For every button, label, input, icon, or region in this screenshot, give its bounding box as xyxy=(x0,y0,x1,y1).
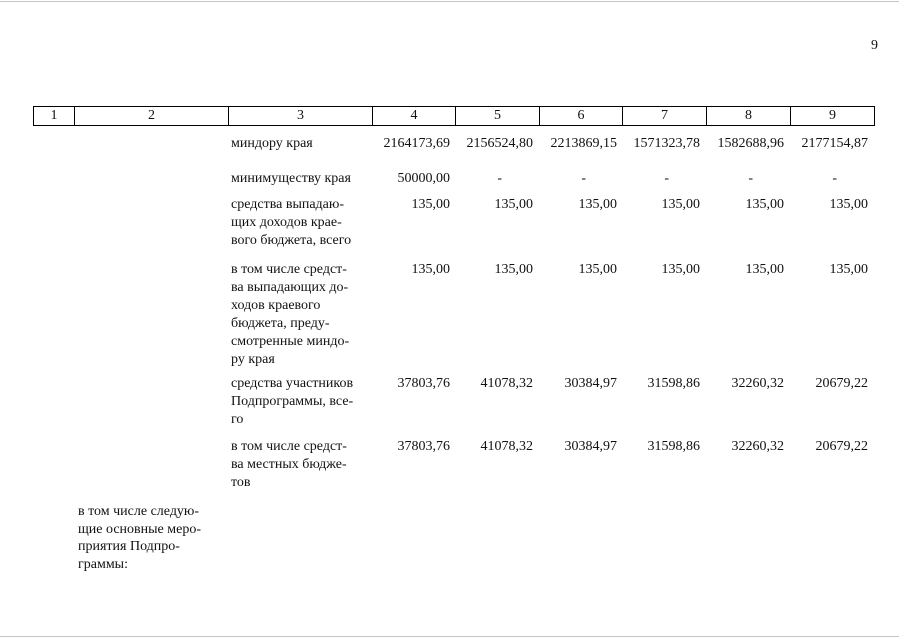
value-col7: 135,00 xyxy=(661,262,700,277)
value-col6: 2213869,15 xyxy=(550,136,617,151)
scan-edge-top xyxy=(0,1,899,2)
value-col4: 50000,00 xyxy=(397,171,450,186)
value-col7: 1571323,78 xyxy=(633,136,700,151)
description-line: средства участников xyxy=(231,376,354,391)
description-line: ва выпадающих до- xyxy=(231,280,349,295)
description-line: го xyxy=(231,412,244,427)
description-line: в том числе средст- xyxy=(231,262,347,277)
description-line: в том числе средст- xyxy=(231,439,347,454)
row-description xyxy=(231,135,365,153)
value-col9: 20679,22 xyxy=(815,376,868,391)
value-col9: 20679,22 xyxy=(815,439,868,454)
value-col4: 2164173,69 xyxy=(383,136,450,151)
value-col7: - xyxy=(664,171,669,186)
header-cell-8: 8 xyxy=(707,107,791,125)
description-line: ва местных бюдже- xyxy=(231,457,347,472)
value-col4: 37803,76 xyxy=(397,439,450,454)
value-col8: - xyxy=(748,171,753,186)
subprogram-measures-note xyxy=(78,503,220,573)
value-col6: 30384,97 xyxy=(564,439,617,454)
note-line: приятия Подпро- xyxy=(78,539,180,554)
value-col6: 135,00 xyxy=(578,197,617,212)
header-cell-6: 6 xyxy=(540,107,623,125)
description-line: тов xyxy=(231,475,251,490)
page-number: 9 xyxy=(871,38,878,53)
value-col6: 30384,97 xyxy=(564,376,617,391)
value-col5: 135,00 xyxy=(494,197,533,212)
description-line: щих доходов крае- xyxy=(231,215,342,230)
header-cell-9: 9 xyxy=(791,107,875,125)
value-col8: 32260,32 xyxy=(731,439,784,454)
header-cell-2: 2 xyxy=(75,107,229,125)
value-col4: 135,00 xyxy=(411,197,450,212)
value-col9: 135,00 xyxy=(829,262,868,277)
header-cell-3: 3 xyxy=(229,107,373,125)
header-cell-7: 7 xyxy=(623,107,707,125)
value-col5: 41078,32 xyxy=(480,439,533,454)
note-line: щие основные меро- xyxy=(78,521,201,537)
scan-edge-bottom xyxy=(0,636,899,637)
value-col7: 31598,86 xyxy=(647,376,700,391)
description-line: вого бюджета, всего xyxy=(231,233,352,248)
value-col6: - xyxy=(581,171,586,186)
description-line: минимуществу края xyxy=(231,171,351,186)
value-col4: 37803,76 xyxy=(397,376,450,391)
description-line: бюджета, преду- xyxy=(231,316,330,331)
description-line: смотренные миндо- xyxy=(231,334,350,349)
description-line: ходов краевого xyxy=(231,298,321,313)
row-description xyxy=(231,261,365,369)
value-col5: 41078,32 xyxy=(480,376,533,391)
value-col8: 135,00 xyxy=(745,197,784,212)
value-col7: 31598,86 xyxy=(647,439,700,454)
header-cell-1: 1 xyxy=(34,107,75,125)
row-description xyxy=(231,375,365,429)
header-cell-5: 5 xyxy=(456,107,540,125)
value-col5: 2156524,80 xyxy=(466,136,533,151)
value-col5: 135,00 xyxy=(494,262,533,277)
description-line: Подпрограммы, все- xyxy=(231,394,354,409)
value-col6: 135,00 xyxy=(578,262,617,277)
description-line: ру края xyxy=(231,352,275,367)
row-description xyxy=(231,196,365,250)
note-line: граммы: xyxy=(78,556,128,572)
table-header-row xyxy=(33,106,875,126)
value-col4: 135,00 xyxy=(411,262,450,277)
description-line: средства выпадаю- xyxy=(231,197,345,212)
value-col8: 32260,32 xyxy=(731,376,784,391)
row-description xyxy=(231,170,365,188)
header-cell-4: 4 xyxy=(373,107,456,125)
value-col8: 135,00 xyxy=(745,262,784,277)
value-col9: - xyxy=(832,171,837,186)
value-col8: 1582688,96 xyxy=(717,136,784,151)
row-description xyxy=(231,438,365,492)
description-line: миндору края xyxy=(231,136,313,151)
value-col7: 135,00 xyxy=(661,197,700,212)
value-col9: 135,00 xyxy=(829,197,868,212)
note-line: в том числе следую- xyxy=(78,504,200,519)
value-col9: 2177154,87 xyxy=(801,136,868,151)
value-col5: - xyxy=(497,171,502,186)
